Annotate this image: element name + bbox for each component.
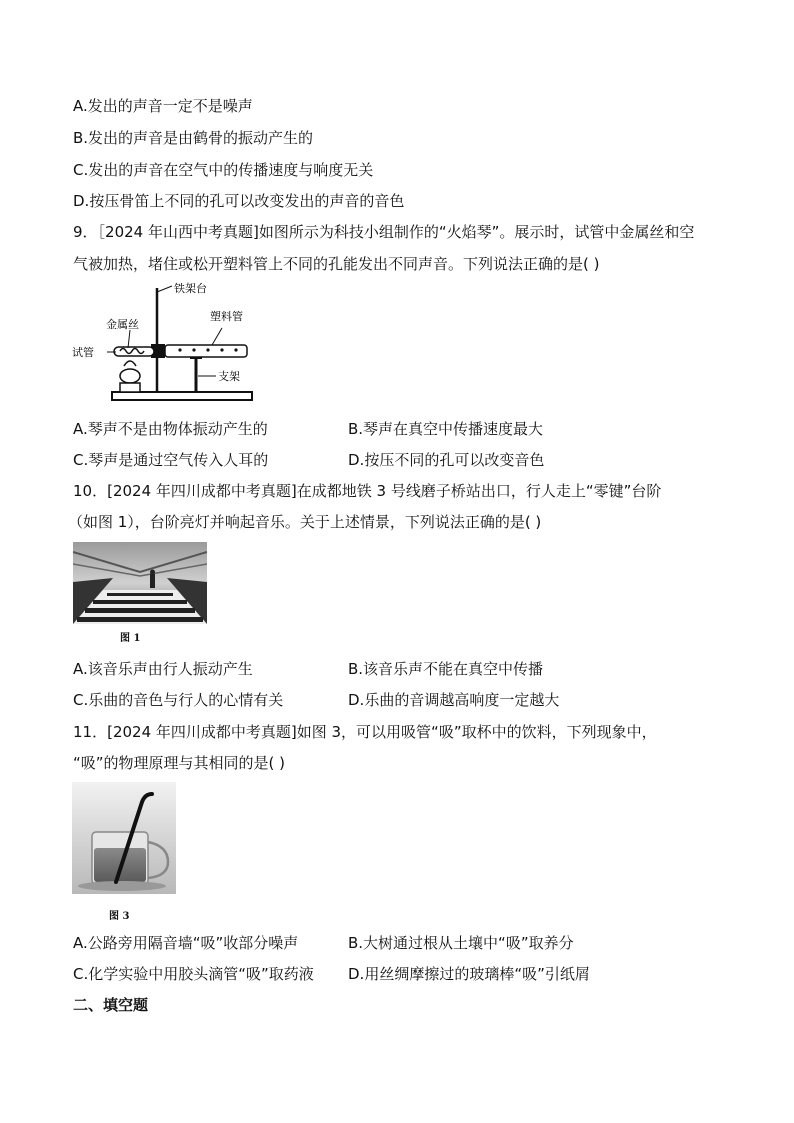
q11-option-c: C.化学实验中用胶头滴管“吸”取药液 [73,965,314,983]
cup-straw-photo [72,782,176,894]
flame [124,361,136,366]
q8-option-d: D.按压骨笛上不同的孔可以改变发出的声音的音色 [73,192,405,210]
q11-stem-line2: “吸”的物理原理与其相同的是( ) [73,754,286,772]
q10-option-d: D.乐曲的音调越高响度一定越大 [348,691,560,709]
alcohol-lamp [120,369,140,383]
label-stand: 铁架台 [174,282,207,295]
q10-stem-line2: （如图 1），台阶亮灯并响起音乐。关于上述情景，下列说法正确的是( ) [68,513,542,531]
stand-base [112,392,252,400]
plastic-tube [165,345,247,357]
q8-option-a: A.发出的声音一定不是噪声 [73,97,253,115]
label-support: 支架 [218,370,240,383]
label-plastic-tube: 塑料管 [210,310,243,323]
figure1-caption: 图 1 [120,633,141,644]
q9-option-c: C.琴声是通过空气传入人耳的 [73,451,269,469]
q11-option-d: D.用丝绸摩擦过的玻璃棒“吸”引纸屑 [348,965,590,983]
q11-option-b: B.大树通过根从土壤中“吸”取养分 [348,934,574,952]
q9-option-b: B.琴声在真空中传播速度最大 [348,420,544,438]
piano-stairs-photo [73,542,207,624]
q9-stem-line1: 9．［2024 年山西中考真题]如图所示为科技小组制作的“火焰琴”。展示时，试管中金属丝和空 [73,223,695,241]
q11-option-a: A.公路旁用隔音墙“吸”收部分噪声 [73,934,299,952]
q9-option-d: D.按压不同的孔可以改变音色 [348,451,545,469]
section-heading-fill-in: 二、填空题 [73,996,149,1014]
q10-option-a: A.该音乐声由行人振动产生 [73,660,253,678]
label-wire: 金属丝 [106,318,139,331]
q8-option-b: B.发出的声音是由鹤骨的振动产生的 [73,129,314,147]
q9-option-a: A.琴声不是由物体振动产生的 [73,420,268,438]
q10-stem-line1: 10．[2024 年四川成都中考真题]在成都地铁 3 号线磨子桥站出口，行人走上“零键”台阶 [73,482,662,500]
figure3-caption: 图 3 [109,911,130,922]
q10-option-b: B.该音乐声不能在真空中传播 [348,660,544,678]
flame-harp-figure [72,280,262,408]
q11-stem-line1: 11．[2024 年四川成都中考真题]如图 3，可以用吸管“吸”取杯中的饮料，下列现象中， [73,723,657,741]
pedestrian [150,574,155,588]
q9-stem-line2: 气被加热，堵住或松开塑料管上不同的孔能发出不同声音。下列说法正确的是( ) [73,255,600,273]
q8-option-c: C.发出的声音在空气中的传播速度与响度无关 [73,161,374,179]
q10-option-c: C.乐曲的音色与行人的心情有关 [73,691,284,709]
label-test-tube: 试管 [72,346,94,359]
